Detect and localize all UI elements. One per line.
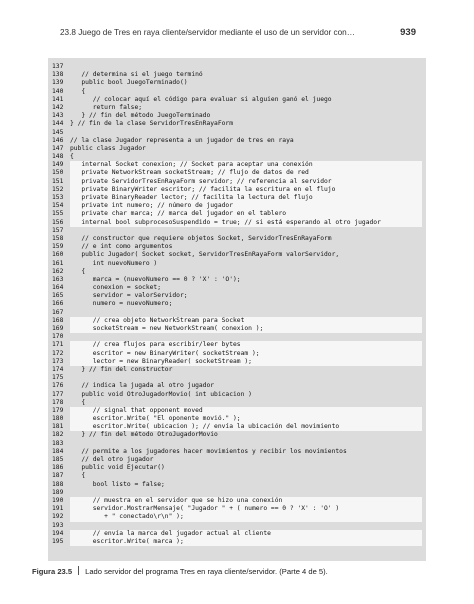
line-number: 187 [52,472,64,480]
line-number: 152 [52,185,64,193]
code-text: public void Ejecutar() [70,464,165,472]
code-line [52,423,422,431]
code-text: internal bool subprocesoSuspendido = true; // si está esperando al otro jugador [70,219,422,227]
code-line [52,186,422,194]
code-text: // del otro jugador [70,456,154,463]
line-number: 163 [52,275,64,283]
code-text: marca = (nuevoNumero == 0 ? 'X' : 'O'); [70,275,241,283]
code-line [52,513,422,521]
line-number: 137 [52,63,64,70]
code-line [52,538,422,546]
line-number: 142 [52,103,64,111]
code-line [52,481,422,489]
line-number: 149 [52,161,64,169]
code-line [52,79,422,87]
code-text: // permite a los jugadores hacer movimientos y recibir los movimientos [70,447,347,455]
line-number: 175 [52,374,64,382]
code-text: public Jugador( Socket socket, ServidorTresEnRayaForm valorServidor, [70,251,340,259]
code-text: { [70,472,86,480]
line-number: 161 [52,259,64,267]
line-number: 150 [52,169,64,177]
line-number: 164 [52,284,64,292]
line-number: 158 [52,234,64,242]
line-number: 143 [52,112,64,120]
code-text: // indica la jugada al otro jugador [70,382,215,390]
code-line [52,456,422,464]
code-text: private NetworkStream socketStream; // flujo de datos de red [70,169,422,177]
code-line [52,530,422,538]
line-number: 173 [52,357,64,365]
code-text: // colocar aquí el código para evaluar si alguien ganó el juego [70,95,332,103]
code-line [52,464,422,472]
line-number: 146 [52,136,64,144]
code-line [52,169,422,177]
line-number: 178 [52,398,64,406]
code-line [52,448,422,456]
line-number: 145 [52,128,64,136]
code-text: // envía la marca del jugador actual al cliente [70,530,422,538]
code-line [52,284,422,292]
line-number: 169 [52,325,64,332]
code-text: } // fin de la clase ServidorTresEnRayaForm [70,120,234,128]
line-number: 170 [52,333,64,341]
line-number: 144 [52,120,64,128]
line-number: 172 [52,349,64,357]
running-head-text: 23.8 Juego de Tres en raya cliente/servidor mediante el uso de un servidor con… [60,28,355,37]
code-line [52,309,422,317]
code-text: // e int como argumentos [70,243,173,251]
line-number: 179 [52,406,64,414]
code-line [52,71,422,79]
code-line [52,415,422,423]
code-line [52,137,422,145]
line-number: 162 [52,267,64,275]
code-text: // crea objeto NetworkStream para Socket [70,317,422,325]
line-number: 176 [52,382,64,390]
code-text: escritor.Write( "El oponente movió." ); [70,415,422,423]
line-number: 183 [52,439,64,447]
caption-text: Lado servidor del programa Tres en raya cliente/servidor. (Parte 4 de 5). [85,567,328,576]
code-line [52,399,422,407]
code-line [52,317,422,325]
code-text: } // fin del método JuegoTerminado [70,112,211,120]
code-text: { [70,398,86,406]
line-number: 141 [52,95,64,103]
line-number: 184 [52,447,64,455]
code-line [52,153,422,161]
code-text: // constructor que requiere objetos Socket, ServidorTresEnRayaForm [70,234,332,242]
line-number: 165 [52,292,64,300]
code-line [52,120,422,128]
code-line [52,374,422,382]
code-text: numero = nuevoNumero; [70,300,173,308]
code-text: public class Jugador [70,144,146,152]
code-line [52,366,422,374]
line-number: 177 [52,390,64,398]
code-line [52,227,422,235]
code-line [52,333,422,341]
code-line [52,522,422,530]
line-number: 190 [52,496,64,504]
line-number: 193 [52,521,64,529]
code-line [52,440,422,448]
code-text: // crea flujos para escribir/leer bytes [70,341,422,349]
line-number: 157 [52,226,64,234]
code-text: private ServidorTresEnRayaForm servidor; // referencia al servidor [70,178,422,186]
line-number: 154 [52,202,64,210]
line-number: 155 [52,210,64,218]
code-line [52,104,422,112]
code-line [52,292,422,300]
code-line [52,112,422,120]
code-text: public bool JuegoTerminado() [70,79,188,87]
code-text: lector = new BinaryReader( socketStream ); [70,358,422,366]
line-number: 139 [52,79,64,87]
code-line [52,325,422,333]
code-text: socketStream = new NetworkStream( conexion ); [70,325,422,333]
line-number: 148 [52,153,64,161]
code-line [52,260,422,268]
code-line [52,88,422,96]
line-number: 195 [52,537,64,545]
code-text: escritor.Write( ubicacion ); // envía la ubicación del movimiento [70,423,422,431]
code-line [52,350,422,358]
code-text: + " conectado\r\n" ); [70,513,422,521]
code-text: // determina si el juego terminó [70,71,203,79]
code-text: private char marca; // marca del jugador en el tablero [70,210,422,218]
code-line [52,194,422,202]
code-text: // la clase Jugador representa a un jugador de tres en raya [70,136,294,144]
code-text: conexion = socket; [70,284,161,292]
code-line [52,276,422,284]
code-line [52,145,422,153]
line-number: 189 [52,488,64,496]
code-line [52,178,422,186]
line-number: 185 [52,456,64,463]
code-line [52,341,422,349]
code-text: { [70,267,86,275]
line-number: 168 [52,316,64,324]
line-number: 138 [52,71,64,79]
line-number: 186 [52,464,64,472]
code-text: int nuevoNumero ) [70,259,158,267]
code-line [52,431,422,439]
code-text: private BinaryReader lector; // facilita la lectura del flujo [70,194,422,202]
code-text: private int numero; // número de jugador [70,202,422,210]
code-line [52,63,422,71]
code-text: // muestra en el servidor que se hizo una conexión [70,497,422,505]
code-line [52,251,422,259]
code-text: escritor.Write( marca ); [70,538,422,546]
code-line [52,489,422,497]
line-number: 171 [52,341,64,349]
figure-caption [32,566,452,576]
line-number: 188 [52,480,64,488]
code-line [52,472,422,480]
code-listing [52,63,422,557]
code-line [52,391,422,399]
code-line [52,505,422,513]
code-text: { [70,153,74,161]
code-line [52,219,422,227]
line-number: 174 [52,365,64,373]
code-text: { [70,87,86,95]
code-text: private BinaryWriter escritor; // facilita la escritura en el flujo [70,186,422,194]
line-number: 191 [52,505,64,513]
line-number: 182 [52,431,64,439]
line-number: 192 [52,513,64,521]
line-number: 181 [52,423,64,431]
code-text: escritor = new BinaryWriter( socketStream ); [70,350,422,358]
code-line [52,300,422,308]
page-number: 939 [400,27,416,38]
line-number: 159 [52,243,64,251]
code-line [52,407,422,415]
code-line [52,161,422,169]
code-text: bool listo = false; [70,480,165,488]
code-line [52,129,422,137]
code-text: } // fin del constructor [70,365,173,373]
code-line [52,243,422,251]
code-text: public void OtroJugadorMovio( int ubicacion ) [70,390,252,398]
figure-label: Figura 23.5 [32,567,73,576]
code-line [52,268,422,276]
line-number: 167 [52,308,64,316]
code-text: } // fin del método OtroJugadorMovio [70,431,218,439]
code-line [52,202,422,210]
caption-separator [78,566,79,575]
code-text: servidor = valorServidor; [70,292,188,300]
line-number: 140 [52,87,64,95]
code-line [52,358,422,366]
line-number: 160 [52,251,64,259]
code-text: // signal that opponent moved [70,407,422,415]
line-number: 153 [52,194,64,201]
line-number: 151 [52,177,64,185]
code-line [52,497,422,505]
code-text: return false; [70,103,143,111]
code-text: internal Socket conexion; // Socket para aceptar una conexión [70,161,422,169]
code-line [52,96,422,104]
code-text: servidor.MostrarMensaje( "Jugador " + ( numero == 0 ? 'X' : 'O' ) [70,505,422,513]
line-number: 147 [52,144,64,152]
code-line [52,235,422,243]
line-number: 156 [52,218,64,226]
line-number: 180 [52,415,64,423]
code-line [52,210,422,218]
line-number: 194 [52,529,64,537]
code-line [52,382,422,390]
line-number: 166 [52,300,64,308]
